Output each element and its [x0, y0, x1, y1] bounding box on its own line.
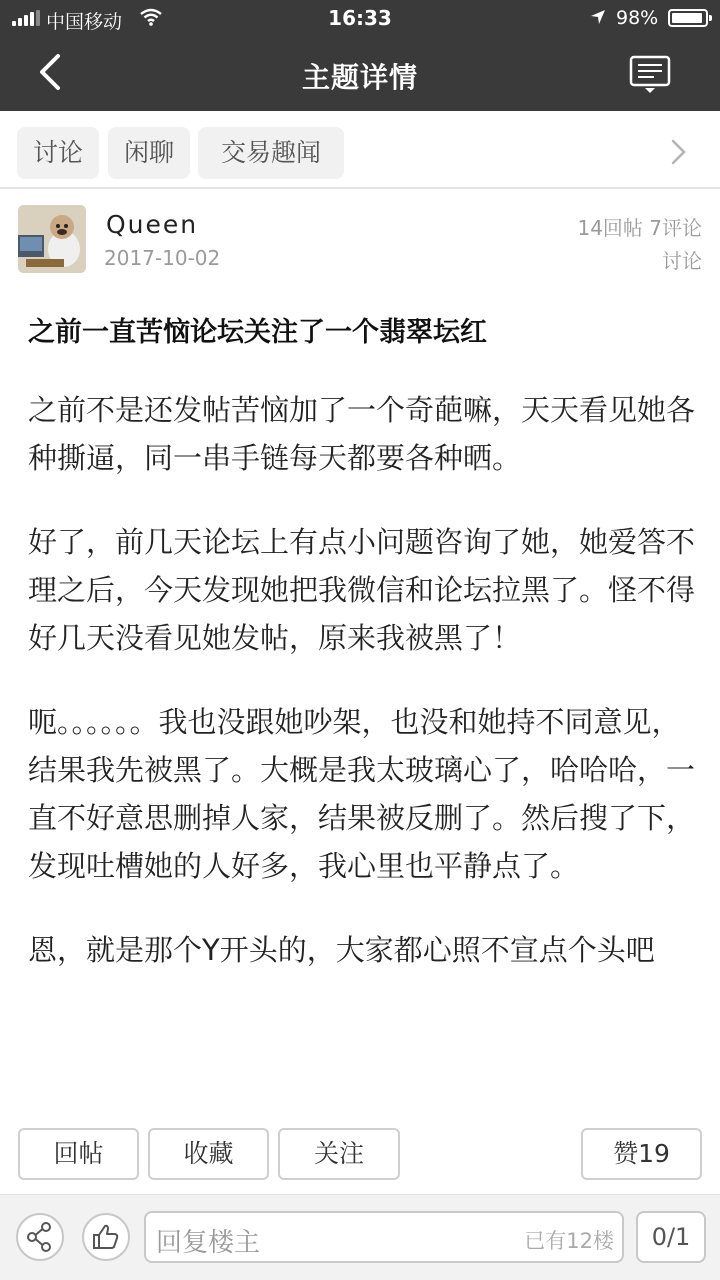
post-paragraph: 之前不是还发帖苦恼加了一个奇葩嘛，天天看见她各种撕逼，同一串手链每天都要各种晒。 [28, 393, 696, 475]
like-round-button[interactable] [82, 1213, 130, 1261]
top-bar [0, 0, 720, 111]
reply-floor-count: 已有12楼 [524, 1229, 614, 1253]
reply-input[interactable] [144, 1211, 624, 1263]
post-actions [0, 1128, 720, 1182]
follow-button[interactable]: 关注 [278, 1128, 400, 1180]
page-indicator[interactable]: 0/1 [636, 1211, 706, 1263]
carrier-label: 中国移动 [46, 11, 123, 33]
post-stats: 14回帖 7评论 [577, 216, 702, 240]
share-button[interactable] [16, 1213, 64, 1261]
battery-icon [668, 9, 708, 27]
favorite-button[interactable]: 收藏 [148, 1128, 269, 1180]
reply-button[interactable]: 回帖 [18, 1128, 139, 1180]
author-name[interactable]: Queen [106, 210, 199, 239]
tag-trade-stories[interactable]: 交易趣闻 [198, 127, 344, 179]
thumbs-up-icon [84, 1215, 128, 1259]
share-icon [18, 1215, 62, 1259]
post-paragraph: 呃。。。。。。我也没跟她吵架，也没和她持不同意见，结果我先被黑了。大概是我太玻璃心了，哈哈哈，一直不好意思删掉人家，结果被反删了。然后搜了下，发现吐槽她的人好多，我心里也平静点了。 [28, 705, 696, 883]
post-title: 之前一直苦恼论坛关注了一个翡翠坛红 [28, 317, 487, 348]
clock: 16:33 [328, 6, 392, 30]
chevron-right-icon[interactable] [664, 137, 694, 167]
like-button[interactable]: 赞19 [581, 1128, 702, 1180]
tag-chat[interactable]: 闲聊 [108, 127, 190, 179]
battery-percent: 98% [616, 7, 659, 29]
message-list-icon[interactable] [628, 52, 672, 96]
page-title: 主题详情 [301, 61, 418, 94]
location-icon [590, 9, 606, 25]
status-bar [0, 0, 720, 36]
reply-placeholder: 回复楼主 [156, 1228, 261, 1258]
tag-strip [0, 111, 720, 189]
bottom-reply-bar [0, 1194, 720, 1280]
post-category[interactable]: 讨论 [662, 249, 702, 273]
post-date: 2017-10-02 [104, 246, 221, 270]
tag-discussion[interactable]: 讨论 [17, 127, 99, 179]
post-content [28, 386, 698, 1010]
avatar[interactable] [18, 205, 86, 273]
post-paragraph: 好了，前几天论坛上有点小问题咨询了她，她爱答不理之后，今天发现她把我微信和论坛拉黑了。怪不得好几天没看见她发帖，原来我被黑了！ [28, 525, 696, 655]
post-paragraph: 恩，就是那个Y开头的，大家都心照不宣点个头吧 [28, 933, 655, 967]
